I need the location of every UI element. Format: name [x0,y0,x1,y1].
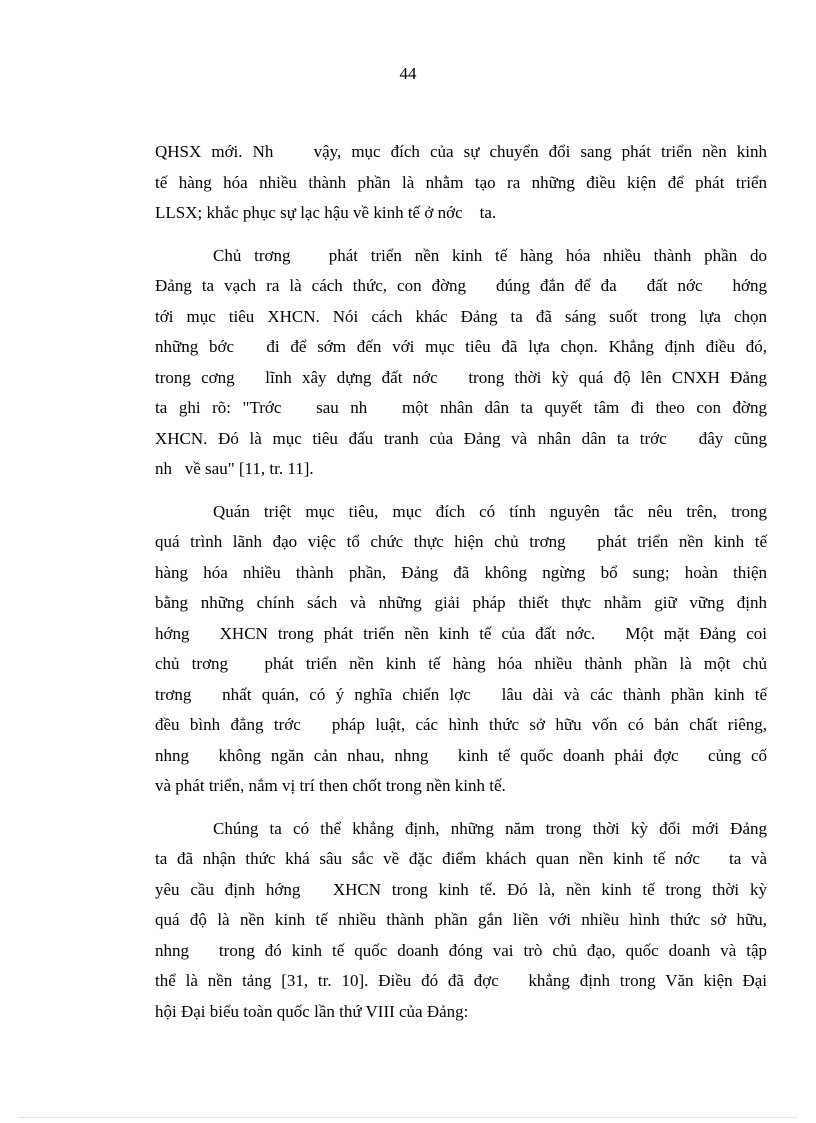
paragraph [155,241,767,485]
page-bottom-divider [20,1117,796,1118]
text-line: nhng không ngăn cản nhau, nhng kinh tế quốc doanh phải đợc củng cố [155,745,767,765]
text-line: ta ghi rõ: "Trớc sau nh một nhân dân ta quyết tâm đi theo con đờng [155,398,767,417]
text-line: Chủ trơng phát triển nền kinh tế hàng hóa nhiều thành phần do [213,245,767,265]
text-line: ta đã nhận thức khá sâu sắc về đặc điểm khách quan nền kinh tế nớc ta và [155,849,767,868]
text-line: hàng hóa nhiều thành phần, Đảng đã không ngừng bổ sung; hoàn thiện [155,562,767,582]
text-line: trơng nhất quán, có ý nghĩa chiến lợc lâu dài và các thành phần kinh tế [155,684,767,704]
text-line: chủ trơng phát triển nền kinh tế hàng hóa nhiều thành phần là một chủ [155,654,767,673]
text-line: QHSX mới. Nh vậy, mục đích của sự chuyển đổi sang phát triển nền kinh [155,142,767,161]
text-line: thể là nền tảng [31, tr. 10]. Điều đó đã đợc khẳng định trong Văn kiện Đại [155,971,767,990]
text-line: yêu cầu định hớng XHCN trong kinh tế. Đó là, nền kinh tế trong thời kỳ [155,879,767,899]
text-line: những bớc đi để sớm đến với mục tiêu đã lựa chọn. Khẳng định điều đó, [155,337,767,356]
text-line: quá trình lãnh đạo việc tổ chức thực hiện chủ trơng phát triển nền kinh tế [155,532,767,551]
text-line: trong cơng lĩnh xây dựng đất nớc trong thời kỳ quá độ lên CNXH Đảng [155,367,767,387]
document-body [155,137,767,1039]
text-line: Đảng ta vạch ra là cách thức, con đờng đúng đắn để đa đất nớc hớng [155,276,767,295]
page-number: 44 [399,64,417,83]
paragraph [155,137,767,229]
text-line: tới mục tiêu XHCN. Nói cách khác Đảng ta đã sáng suốt trong lựa chọn [155,306,767,326]
text-line: XHCN. Đó là mục tiêu đấu tranh của Đảng và nhân dân ta trớc đây cũng [155,428,767,448]
text-line: nh về sau" [11, tr. 11]. [155,459,314,478]
text-line: bằng những chính sách và những giải pháp thiết thực nhằm giữ vững định [155,593,767,612]
paragraph [155,814,767,1028]
text-line: hớng XHCN trong phát triển nền kinh tế của đất nớc. Một mặt Đảng coi [155,623,767,643]
text-line: hội Đại biểu toàn quốc lần thứ VIII của Đảng: [155,1001,469,1021]
text-line: và phát triển, nắm vị trí then chốt trong nền kinh tế. [155,776,506,795]
text-line: tế hàng hóa nhiều thành phần là nhằm tạo ra những điều kiện để phát triển [155,172,767,192]
paragraph [155,497,767,802]
text-line: đều bình đẳng trớc pháp luật, các hình thức sở hữu vốn có bản chất riêng, [155,715,767,734]
text-line: quá độ là nền kinh tế nhiều thành phần gắn liền với nhiều hình thức sở hữu, [155,910,767,929]
text-line: Chúng ta có thể khẳng định, những năm trong thời kỳ đổi mới Đảng [213,818,767,838]
text-line: Quán triệt mục tiêu, mục đích có tính nguyên tắc nêu trên, trong [213,501,767,521]
text-line: LLSX; khắc phục sự lạc hậu về kinh tế ở nớc ta. [155,203,497,222]
text-line: nhng trong đó kinh tế quốc doanh đóng vai trò chủ đạo, quốc doanh và tập [155,940,767,960]
